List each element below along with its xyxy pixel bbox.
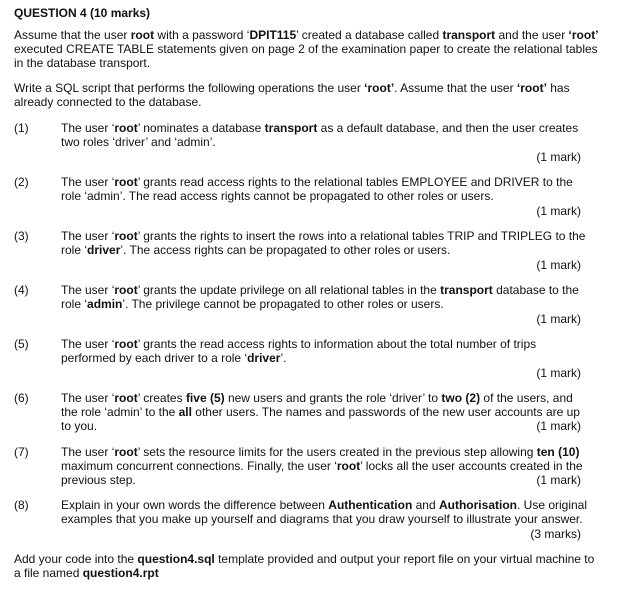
item-7-marks: (1 mark) (536, 473, 581, 487)
item-1-number: (1) (14, 121, 29, 135)
item-6-text: The user ‘root’ creates five (5) new users and grants the role ‘driver’ to two (2) of the users, and the role ‘admin’ to the all other users. The names and passwords of the new user accounts are up to you. (61, 391, 580, 433)
intro-paragraph-1: Assume that the user root with a password ‘DPIT115’ created a database called transport and the user ‘root’ executed CREATE TABLE statements given on page 2 of the examination paper to create the relational tables in the database transport. (14, 28, 599, 70)
item-4-text: The user ‘root’ grants the update privilege on all relational tables in the transport database to the role ‘admin’. The privilege cannot be propagated to other roles or users. (61, 283, 579, 311)
item-1-marks: (1 mark) (536, 150, 581, 164)
question-heading: QUESTION 4 (10 marks) (14, 6, 151, 20)
item-3-text: The user ‘root’ grants the rights to insert the rows into a relational tables TRIP and TRIPLEG to the role ‘driver’. The access rights can be propagated to other roles or users. (61, 229, 586, 257)
item-7-text: The user ‘root’ sets the resource limits for the users created in the previous step allowing ten (10) maximum concurrent connections. Finally, the user ‘root’ locks all the user accounts created in the previous step. (61, 445, 583, 487)
item-2-text: The user ‘root’ grants read access rights to the relational tables EMPLOYEE and DRIVER to the role ‘admin’. The read access rights cannot be propagated to other roles or users. (61, 175, 573, 203)
item-5-marks: (1 mark) (536, 366, 581, 380)
item-3-marks: (1 mark) (536, 258, 581, 272)
item-8-marks: (3 marks) (530, 527, 581, 541)
intro-paragraph-2: Write a SQL script that performs the following operations the user ‘root’. Assume that the user ‘root’ has already connected to the database. (14, 81, 570, 109)
item-3-number: (3) (14, 229, 29, 243)
footer-paragraph: Add your code into the question4.sql template provided and output your report file on your virtual machine to a file named question4.rpt (14, 552, 595, 580)
item-2-number: (2) (14, 175, 29, 189)
item-4-number: (4) (14, 283, 29, 297)
item-2-marks: (1 mark) (536, 204, 581, 218)
item-5-number: (5) (14, 337, 29, 351)
item-6-number: (6) (14, 391, 29, 405)
item-5-text: The user ‘root’ grants the read access rights to information about the total number of trips performed by each driver to a role ‘driver’. (61, 337, 537, 365)
item-7-number: (7) (14, 445, 29, 459)
item-1-text: The user ‘root’ nominates a database transport as a default database, and then the user creates two roles ‘driver’ and ‘admin’. (61, 121, 579, 149)
item-4-marks: (1 mark) (536, 312, 581, 326)
item-8-text: Explain in your own words the difference between Authentication and Authorisation. Use original examples that you make up yourself and diagrams that you draw yourself to illustrate your answer. (61, 498, 588, 526)
item-6-marks: (1 mark) (536, 419, 581, 433)
item-8-number: (8) (14, 498, 29, 512)
